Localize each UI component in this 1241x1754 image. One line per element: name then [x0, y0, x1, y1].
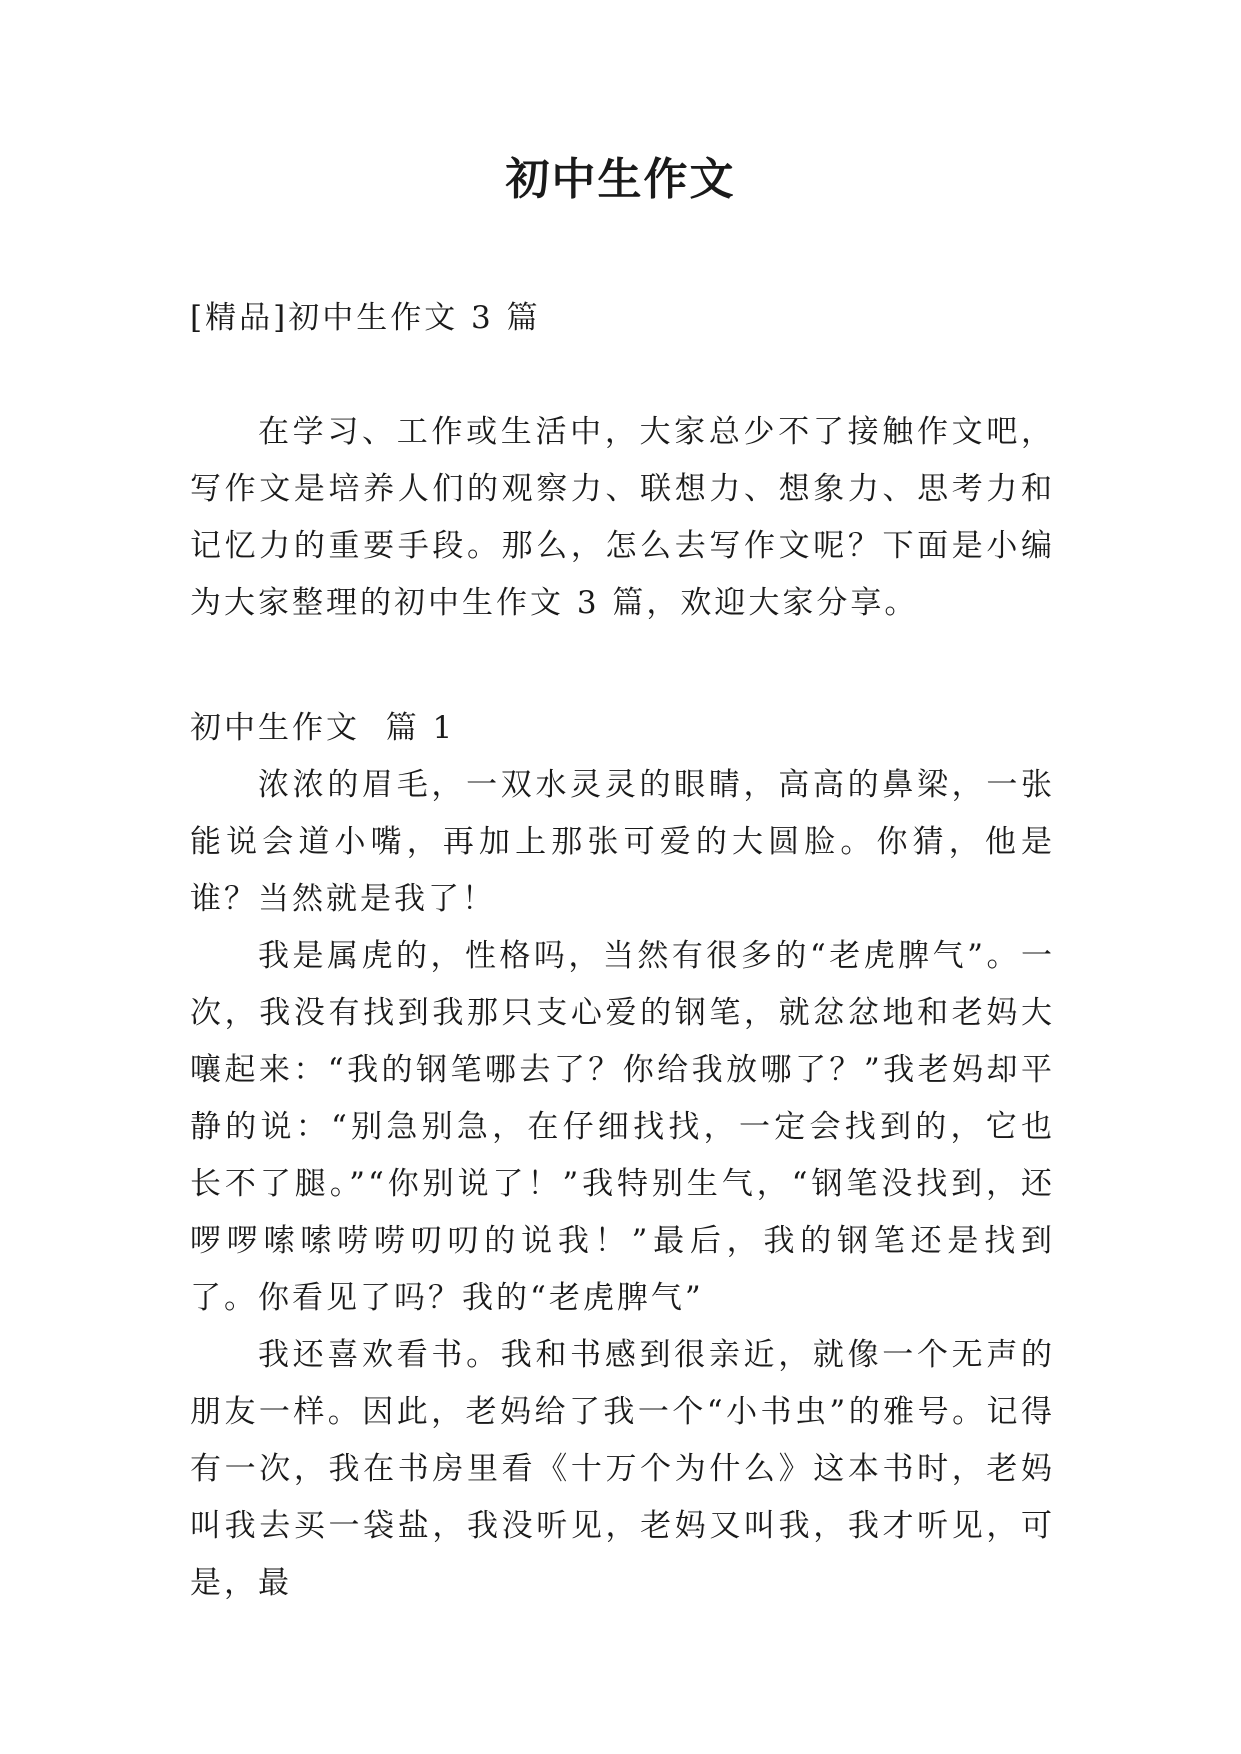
- section-paragraph: 我还喜欢看书。我和书感到很亲近，就像一个无声的朋友一样。因此，老妈给了我一个“小书虫”的雅号。记得有一次，我在书房里看《十万个为什么》这本书时，老妈叫我去买一袋盐，我没听见，老妈又叫我，我才听见，可是，最: [190, 1337, 1055, 1601]
- document-subtitle: [精品]初中生作文 3 篇: [190, 300, 541, 336]
- section-body: [190, 757, 1055, 1612]
- section-heading: 初中生作文 篇 1: [190, 710, 456, 746]
- section-paragraph: 浓浓的眉毛，一双水灵灵的眼睛，高高的鼻梁，一张能说会道小嘴，再加上那张可爱的大圆脸。你猜，他是谁？当然就是我了！: [190, 767, 1055, 917]
- intro-paragraph: 在学习、工作或生活中，大家总少不了接触作文吧，写作文是培养人们的观察力、联想力、想象力、思考力和记忆力的重要手段。那么，怎么去写作文呢？下面是小编为大家整理的初中生作文 3 篇，欢迎大家分享。: [190, 414, 1055, 621]
- page-title: 初中生作文: [505, 154, 736, 205]
- section-paragraph: 我是属虎的，性格吗，当然有很多的“老虎脾气”。一次，我没有找到我那只支心爱的钢笔，就忿忿地和老妈大嚷起来：“我的钢笔哪去了？你给我放哪了？”我老妈却平静的说：“别急别急，在仔细找找，一定会找到的，它也长不了腿。”“你别说了！”我特别生气，“钢笔没找到，还啰啰嗦嗦唠唠叨叨的说我！”最后，我的钢笔还是找到了。你看见了吗？我的“老虎脾气”: [190, 938, 1055, 1316]
